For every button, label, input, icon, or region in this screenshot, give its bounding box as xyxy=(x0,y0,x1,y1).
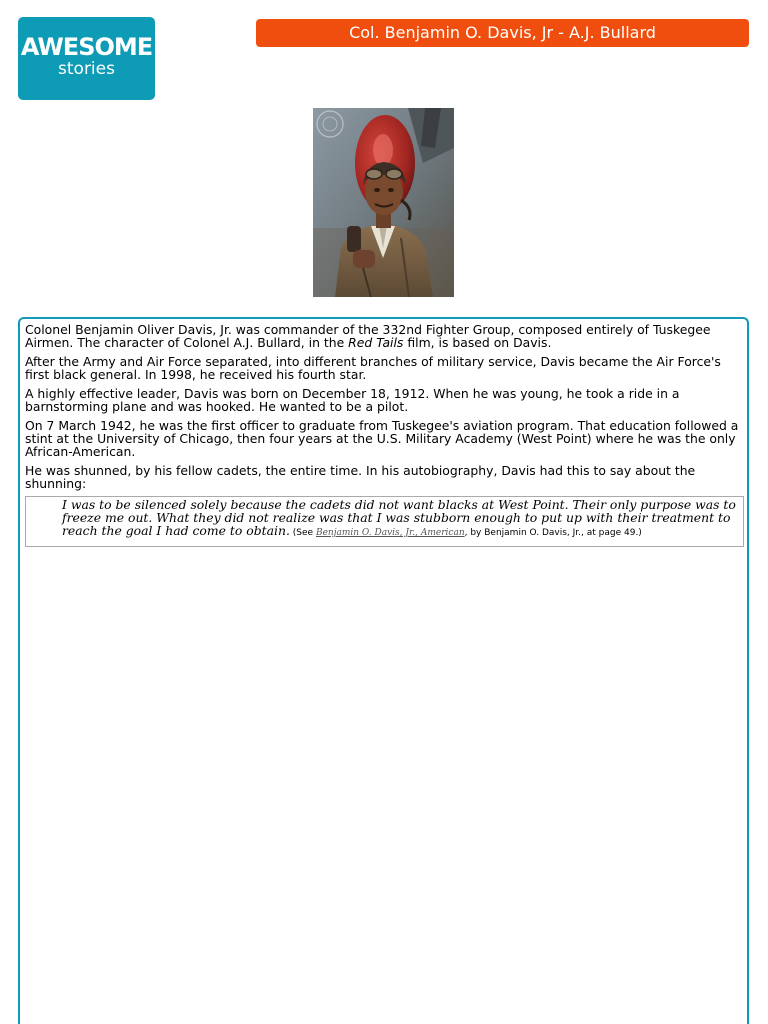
paragraph-4: On 7 March 1942, he was the first officer to graduate from Tuskegee's aviation program. That education followed a stint at the University of Chicago, then four years at the U.S. Military Academy (West Point) where he was the only African-American. xyxy=(25,418,739,459)
portrait-illustration xyxy=(313,108,454,297)
portrait-photo xyxy=(313,108,454,297)
logo-line-2: stories xyxy=(58,59,115,79)
citation-prefix: (See xyxy=(289,528,316,538)
film-title: Red Tails xyxy=(348,335,404,350)
quote-text: I was to be silenced solely because the cadets did not want blacks at West Point. Their only purpose was to freeze me out. What they did not realize was that I was stubborn enough to put up with their treatment to reach the goal I had come to obtain. xyxy=(62,497,736,538)
article-content xyxy=(25,323,747,547)
blockquote xyxy=(25,496,744,547)
citation-suffix: , by Benjamin O. Davis, Jr., at page 49.) xyxy=(464,528,642,538)
quote-citation xyxy=(290,528,642,538)
citation-book-link[interactable]: Benjamin O. Davis, Jr., American xyxy=(315,528,465,538)
paragraph-3: A highly effective leader, Davis was born on December 18, 1912. When he was young, he took a ride in a barnstorming plane and was hooked. He wanted to be a pilot. xyxy=(25,386,680,414)
page-title: Col. Benjamin O. Davis, Jr - A.J. Bullard xyxy=(256,19,749,47)
paragraph-1-part-1: Colonel Benjamin Oliver Davis, Jr. was commander of the 332nd Fighter Group, composed entirely of Tuskegee Airmen. The character of Colonel A.J. Bullard, in the xyxy=(25,322,711,350)
article-box xyxy=(18,317,749,1024)
paragraph-2: After the Army and Air Force separated, into different branches of military service, Davis became the Air Force's first black general. In 1998, he received his fourth star. xyxy=(25,354,721,382)
awesome-stories-logo[interactable] xyxy=(18,17,155,100)
paragraph-1-part-2: film, is based on Davis. xyxy=(403,335,552,350)
paragraph-5: He was shunned, by his fellow cadets, the entire time. In his autobiography, Davis had this to say about the shunning: xyxy=(25,463,696,491)
paragraph-1 xyxy=(25,323,747,349)
logo-line-1: AWESOME xyxy=(20,33,153,61)
